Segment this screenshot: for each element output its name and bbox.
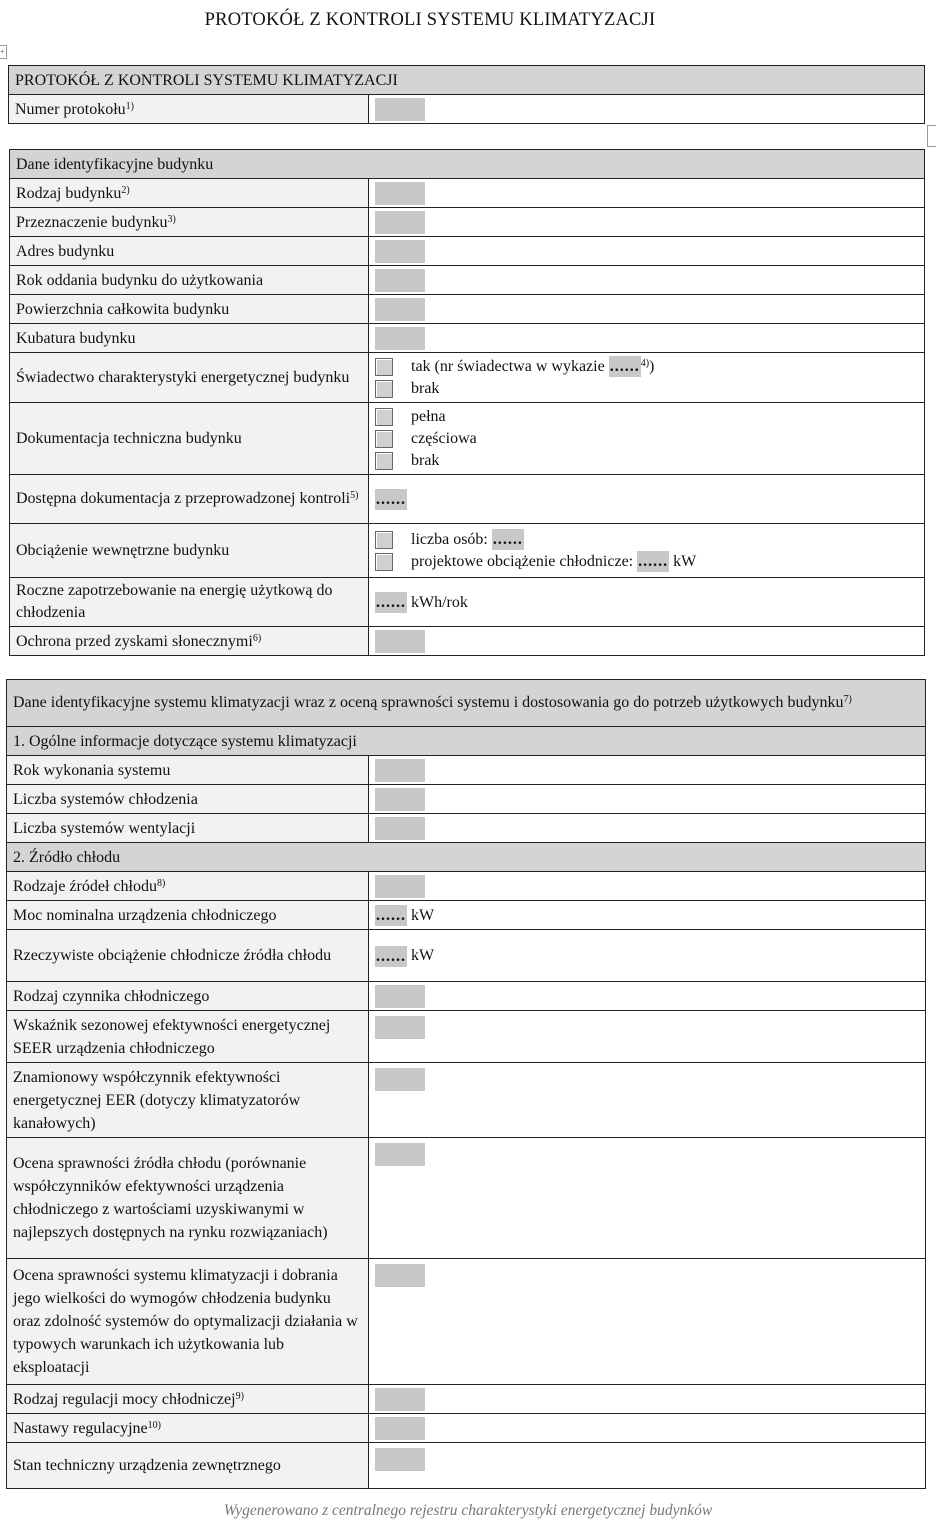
refrigerant-type-field[interactable] — [375, 985, 425, 1008]
generated-footer: Wygenerowano z centralnego rejestru charakterystyki energetycznej budynków — [223, 1502, 713, 1519]
building-volume-label: Kubatura budynku — [10, 324, 369, 353]
available-documentation-field[interactable]: ...... — [376, 491, 406, 509]
eer-label: Znamionowy współczynnik efektywności energetycznej EER (dotyczy klimatyzatorów kanałowych) — [7, 1063, 369, 1138]
system-year-field[interactable] — [375, 759, 425, 782]
design-load-checkbox[interactable] — [375, 553, 393, 571]
actual-cooling-load-field[interactable]: ...... — [376, 947, 406, 965]
doc-full-checkbox[interactable] — [375, 408, 393, 426]
nominal-power-field[interactable]: ...... — [376, 907, 406, 925]
table-resize-handle[interactable] — [927, 125, 936, 147]
protocol-number-label: Numer protokołu$^{1)}$ — [9, 95, 369, 124]
certificate-no-checkbox[interactable] — [375, 380, 393, 398]
ventilation-systems-count-label: Liczba systemów wentylacji — [7, 814, 369, 843]
technical-documentation-label: Dokumentacja techniczna budynku — [10, 403, 369, 475]
building-type-label: Rodzaj budynku$^{2)}$ — [10, 179, 369, 208]
outdoor-unit-condition-field[interactable] — [375, 1448, 425, 1471]
cooling-systems-count-label: Liczba systemów chłodzenia — [7, 785, 369, 814]
persons-checkbox[interactable] — [375, 531, 393, 549]
cooling-systems-count-field[interactable] — [375, 788, 425, 811]
doc-none-checkbox[interactable] — [375, 452, 393, 470]
cooling-source-types-field[interactable] — [375, 875, 425, 898]
building-area-label: Powierzchnia całkowita budynku — [10, 295, 369, 324]
building-year-field[interactable] — [375, 269, 425, 292]
available-documentation-label: Dostępna dokumentacja z przeprowadzonej kontroli$^{5)}$ — [10, 475, 369, 524]
building-type-field[interactable] — [375, 182, 425, 205]
ac-system-efficiency-label: Ocena sprawności systemu klimatyzacji i dobrania jego wielkości do wymogów chłodzenia budynku oraz zdolność systemów do optymalizacji działania w typowych warunkach ich użytkowania lub eksploatacji — [7, 1259, 369, 1385]
seer-label: Wskaźnik sezonowej efektywności energetycznej SEER urządzenia chłodniczego — [7, 1011, 369, 1063]
energy-certificate-label: Świadectwo charakterystyki energetycznej budynku — [10, 353, 369, 403]
building-purpose-field[interactable] — [375, 211, 425, 234]
protocol-number-field[interactable] — [375, 98, 425, 121]
building-header: Dane identyfikacyjne budynku — [10, 150, 925, 179]
doc-partial-checkbox[interactable] — [375, 430, 393, 448]
cooling-source-efficiency-field[interactable] — [375, 1143, 425, 1166]
section-cooling-source: 2. Źródło chłodu — [7, 843, 926, 872]
building-area-field[interactable] — [375, 298, 425, 321]
ac-system-efficiency-field[interactable] — [375, 1264, 425, 1287]
building-volume-field[interactable] — [375, 327, 425, 350]
control-settings-label: Nastawy regulacyjne$^{10)}$ — [7, 1414, 369, 1443]
building-table: Dane identyfikacyjne budynku Rodzaj budynku$^{2)}$ Przeznaczenie budynku$^{3)}$ Adres budynku Rok oddania budynku do użytkowania Powierzchnia całkowita budynku Kubatura budynku Świadectwo charakterystyki energetycznej budynku tak (nr świadectwa w wykazie ......$^{4)}$) brak Dokumentacja techniczna budynku pełna częściowa brak Dostępna dokumentacja z przeprowadzonej kontroli$^{5)}$ ...... Obciążenie wewnętrzne budynku liczba osób: ...... projektowe obciążenie chłodnicze: ...... kW Roczne zapotrzebowanie na energię użytkową do chłodzenia ...... kWh/rok Ochrona przed zyskami słonecznymi$^{6)}$ — [9, 149, 925, 656]
persons-count-field[interactable]: ...... — [492, 531, 523, 549]
protocol-table — [8, 65, 925, 124]
cooling-source-types-label: Rodzaje źródeł chłodu$^{8)}$ — [7, 872, 369, 901]
section-general-info: 1. Ogólne informacje dotyczące systemu klimatyzacji — [7, 727, 926, 756]
system-year-label: Rok wykonania systemu — [7, 756, 369, 785]
solar-protection-label: Ochrona przed zyskami słonecznymi$^{6)}$ — [10, 627, 369, 656]
protocol-header: PROTOKÓŁ Z KONTROLI SYSTEMU KLIMATYZACJI — [9, 66, 925, 95]
table-move-handle[interactable]: + — [0, 45, 7, 59]
seer-field[interactable] — [375, 1016, 425, 1039]
ventilation-systems-count-field[interactable] — [375, 817, 425, 840]
refrigerant-type-label: Rodzaj czynnika chłodniczego — [7, 982, 369, 1011]
power-regulation-type-field[interactable] — [375, 1388, 425, 1411]
nominal-power-label: Moc nominalna urządzenia chłodniczego — [7, 901, 369, 930]
design-load-field[interactable]: ...... — [638, 553, 669, 571]
cooling-source-efficiency-label: Ocena sprawności źródła chłodu (porównanie współczynników efektywności urządzenia chłodniczego z wartościami uzyskiwanymi w najlepszych dostępnych na rynku rozwiązaniach) — [7, 1138, 369, 1259]
annual-cooling-demand-label: Roczne zapotrzebowanie na energię użytkową do chłodzenia — [10, 578, 369, 627]
power-regulation-type-label: Rodzaj regulacji mocy chłodniczej$^{9)}$ — [7, 1385, 369, 1414]
eer-field[interactable] — [375, 1068, 425, 1091]
internal-load-label: Obciążenie wewnętrzne budynku — [10, 524, 369, 578]
solar-protection-field[interactable] — [375, 630, 425, 653]
building-address-field[interactable] — [375, 240, 425, 263]
actual-cooling-load-label: Rzeczywiste obciążenie chłodnicze źródła chłodu — [7, 930, 369, 982]
certificate-number-field[interactable]: ...... — [609, 358, 640, 376]
outdoor-unit-condition-label: Stan techniczny urządzenia zewnętrznego — [7, 1443, 369, 1489]
annual-cooling-demand-field[interactable]: ...... — [376, 594, 406, 612]
building-year-label: Rok oddania budynku do użytkowania — [10, 266, 369, 295]
ac-system-table: Dane identyfikacyjne systemu klimatyzacji wraz z oceną sprawności systemu i dostosowania go do potrzeb użytkowych budynku$^{7)}$ 1. Ogólne informacje dotyczące systemu klimatyzacji Rok wykonania systemu Liczba systemów chłodzenia Liczba systemów wentylacji 2. Źródło chłodu Rodzaje źródeł chłodu$^{8)}$ Moc nominalna urządzenia chłodniczego ...... kW Rzeczywiste obciążenie chłodnicze źródła chłodu ...... kW Rodzaj czynnika chłodniczego Wskaźnik sezonowej efektywności energetycznej SEER urządzenia chłodniczego Znamionowy współczynnik efektywności energetycznej EER (dotyczy klimatyzatorów kanałowych) Ocena sprawności źródła chłodu (porównanie współczynników efektywności urządzenia chłodniczego z wartościami uzyskiwanymi w najlepszych dostępnych na rynku rozwiązaniach) Ocena sprawności systemu klimatyzacji i dobrania jego wielkości do wymogów chłodzenia budynku oraz zdolność systemów do optymalizacji działania w typowych warunkach ich użytkowania lub eksploatacji Rodzaj regulacji mocy chłodniczej$^{9)}$ Nastawy regulacyjne$^{10)}$ Stan techniczny urządzenia zewnętrznego — [6, 679, 926, 1489]
document-title: PROTOKÓŁ Z KONTROLI SYSTEMU KLIMATYZACJI — [204, 10, 656, 30]
certificate-yes-checkbox[interactable] — [375, 358, 393, 376]
building-address-label: Adres budynku — [10, 237, 369, 266]
building-purpose-label: Przeznaczenie budynku$^{3)}$ — [10, 208, 369, 237]
control-settings-field[interactable] — [375, 1417, 425, 1440]
ac-system-header: Dane identyfikacyjne systemu klimatyzacji wraz z oceną sprawności systemu i dostosowania go do potrzeb użytkowych budynku$^{7)}$ — [7, 680, 926, 727]
